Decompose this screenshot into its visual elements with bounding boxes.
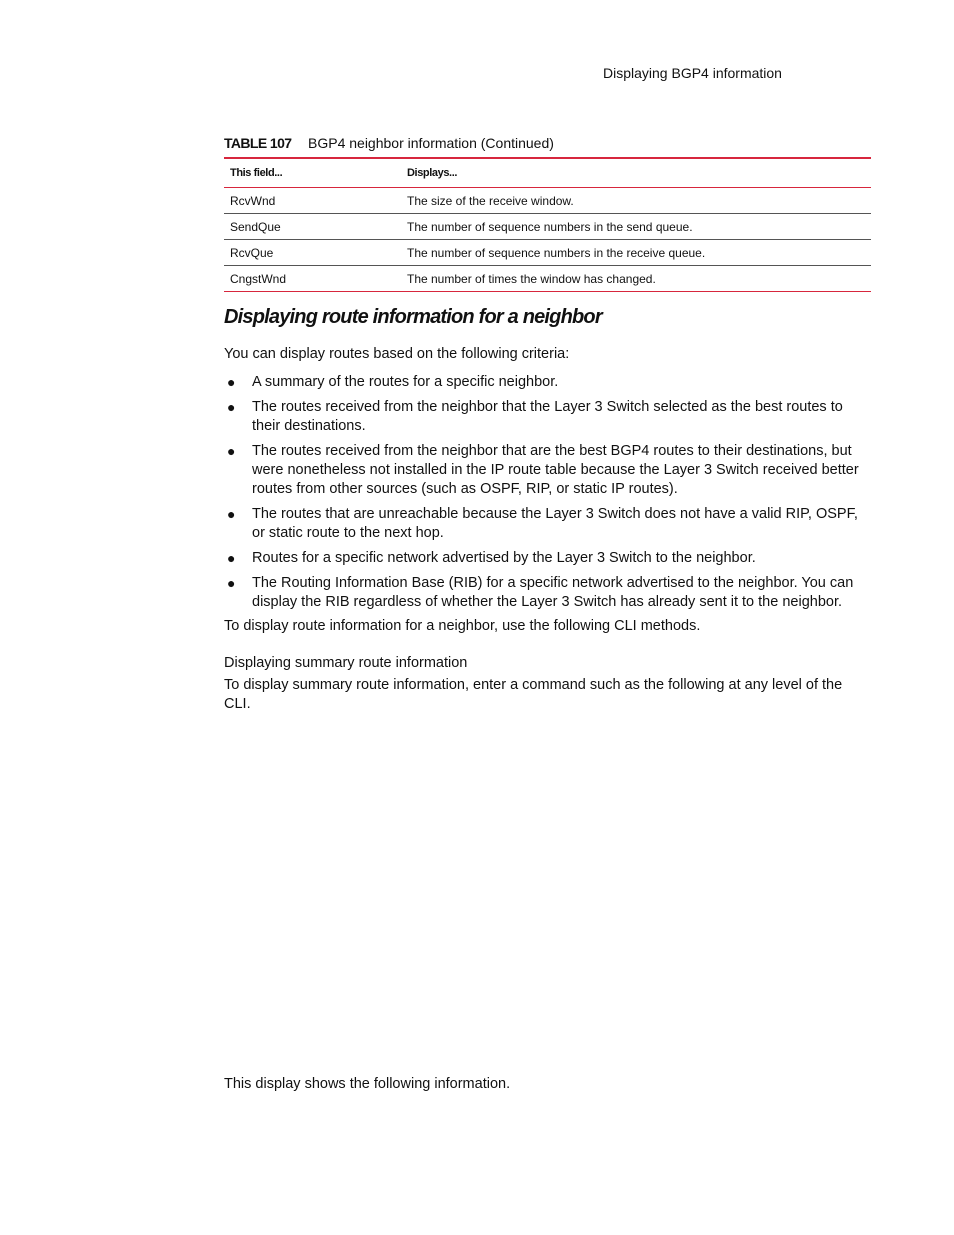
table-cell-description: The size of the receive window.	[401, 188, 871, 214]
table-number: TABLE 107	[224, 135, 292, 151]
table-cell-field: RcvWnd	[224, 188, 401, 214]
summary-intro-text: To display summary route information, enter a command such as the following at any level of the CLI.	[224, 677, 843, 712]
running-header: Displaying BGP4 information	[603, 65, 782, 81]
display-shows-text: This display shows the following information.	[224, 1076, 511, 1092]
bullet-icon: ●	[227, 506, 236, 522]
table-cell-field: SendQue	[224, 214, 401, 240]
list-item	[224, 549, 874, 568]
table-header-field: This field...	[224, 158, 401, 188]
table-header-row	[224, 158, 871, 188]
table-cell-description: The number of sequence numbers in the send queue.	[401, 214, 871, 240]
bullet-icon: ●	[227, 399, 236, 415]
table-row	[224, 266, 871, 292]
table-cell-description: The number of sequence numbers in the receive queue.	[401, 240, 871, 266]
list-item-text: The routes received from the neighbor that are the best BGP4 routes to their destinations, but were nonetheless not installed in the IP route table because the Layer 3 Switch received better routes from other sources (such as OSPF, RIP, or static IP routes).	[252, 443, 859, 497]
list-item-text: Routes for a specific network advertised by the Layer 3 Switch to the neighbor.	[252, 550, 756, 566]
table-row	[224, 188, 871, 214]
list-item	[224, 442, 874, 499]
bullet-icon: ●	[227, 443, 236, 459]
table-cell-field: RcvQue	[224, 240, 401, 266]
table-cell-field: CngstWnd	[230, 271, 287, 286]
list-item-text: A summary of the routes for a specific neighbor.	[252, 374, 559, 390]
section-title: Displaying route information for a neighbor	[224, 306, 602, 328]
bgp4-neighbor-table	[224, 157, 871, 292]
info-table	[224, 157, 871, 292]
table-row	[224, 214, 871, 240]
cli-methods-text: To display route information for a neighbor, use the following CLI methods.	[224, 618, 701, 634]
bullet-icon: ●	[227, 374, 236, 390]
subsection-heading: Displaying summary route information	[224, 655, 468, 671]
list-item-text: The routes received from the neighbor that the Layer 3 Switch selected as the best routes to their destinations.	[252, 399, 843, 434]
table-caption	[224, 135, 554, 151]
section-intro: You can display routes based on the following criteria:	[224, 346, 570, 362]
list-item	[224, 505, 874, 543]
list-item	[224, 574, 874, 612]
criteria-list	[224, 373, 874, 618]
table-cell-description: The number of times the window has changed.	[407, 271, 656, 286]
list-item-text: The routes that are unreachable because the Layer 3 Switch does not have a valid RIP, OSPF, or static route to the next hop.	[252, 506, 858, 541]
table-caption-text: BGP4 neighbor information (Continued)	[308, 135, 554, 151]
list-item-text: The Routing Information Base (RIB) for a specific network advertised to the neighbor. You can display the RIB regardless of whether the Layer 3 Switch has already sent it to the neighbor.	[252, 575, 854, 610]
table-row	[224, 240, 871, 266]
bullet-icon: ●	[227, 575, 236, 591]
list-item	[224, 373, 874, 392]
bullet-icon: ●	[227, 550, 236, 566]
list-item	[224, 398, 874, 436]
table-header-displays: Displays...	[401, 158, 871, 188]
